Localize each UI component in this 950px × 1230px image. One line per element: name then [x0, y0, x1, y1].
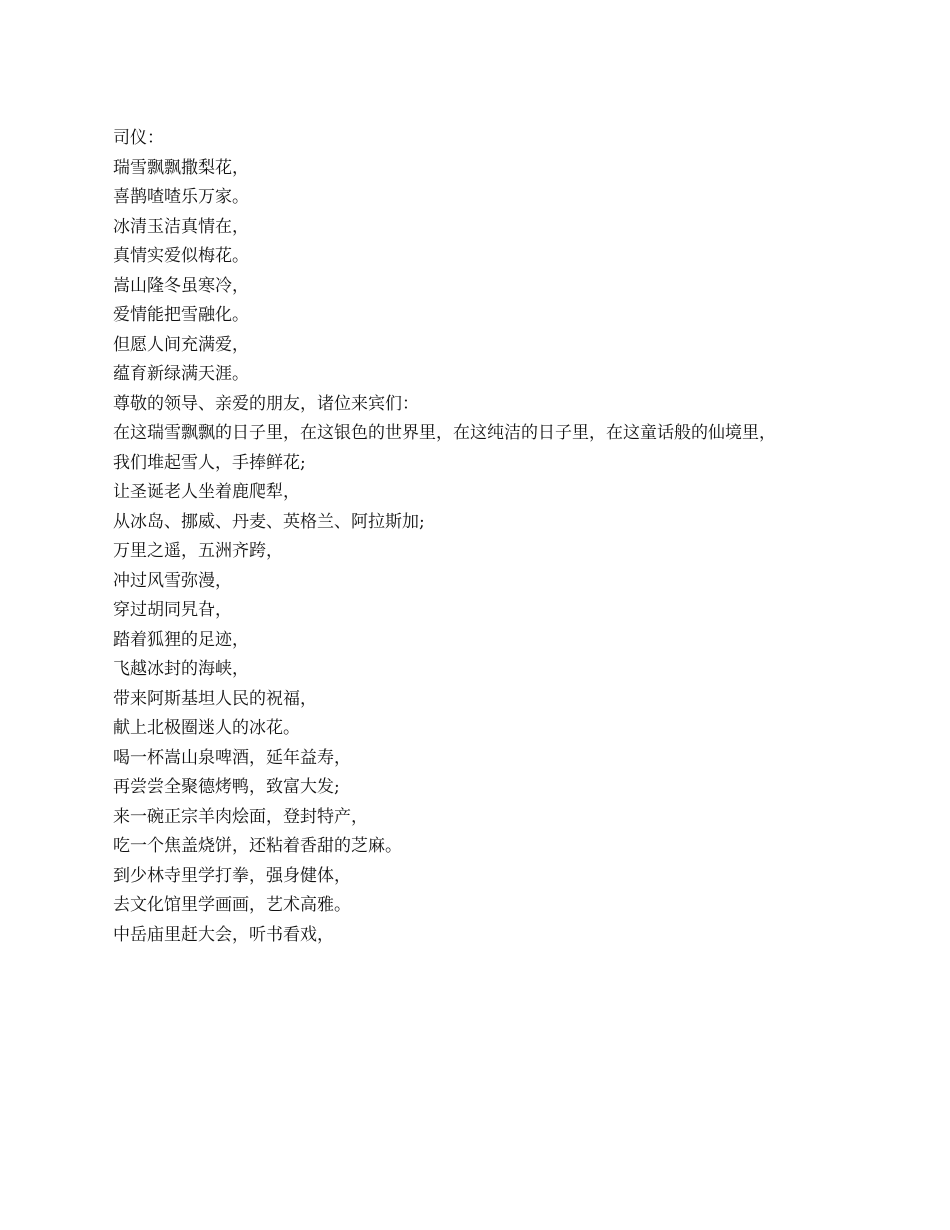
- text-line: 尊敬的领导、亲爱的朋友，诸位来宾们：: [113, 393, 419, 414]
- text-line: 去文化馆里学画画，艺术高雅。: [113, 895, 351, 915]
- text-line: 踏着狐狸的足迹，: [113, 629, 249, 650]
- text-line: 从冰岛、挪威、丹麦、英格兰、阿拉斯加;: [113, 511, 425, 532]
- text-line: 万里之遥，五洲齐跨，: [113, 541, 283, 561]
- text-line: 冰清玉洁真情在，: [113, 216, 249, 237]
- text-line: 喜鹊喳喳乐万家。: [113, 187, 249, 207]
- text-line: 瑞雪飘飘撒梨花，: [113, 157, 249, 178]
- text-line: 飞越冰封的海峡，: [113, 659, 249, 679]
- text-line: 再尝尝全聚德烤鸭，致富大发;: [113, 777, 340, 797]
- text-line: 带来阿斯基坦人民的祝福，: [113, 688, 317, 709]
- text-line: 嵩山隆冬虽寒冷，: [113, 275, 249, 296]
- text-line: 让圣诞老人坐着鹿爬犁，: [113, 482, 300, 502]
- document-body: [113, 124, 893, 950]
- text-line: 我们堆起雪人，手捧鲜花;: [113, 452, 306, 473]
- text-line: 蕴育新绿满天涯。: [113, 364, 249, 384]
- text-line: 献上北极圈迷人的冰花。: [113, 718, 300, 738]
- text-line: 到少林寺里学打拳，强身健体，: [113, 865, 351, 886]
- text-line: 中岳庙里赶大会，听书看戏，: [113, 924, 334, 945]
- text-line: 来一碗正宗羊肉烩面，登封特产，: [113, 806, 368, 827]
- text-line: 真情实爱似梅花。: [113, 246, 249, 266]
- text-line: 司仪：: [113, 128, 164, 148]
- text-line: 吃一个焦盖烧饼，还粘着香甜的芝麻。: [113, 836, 402, 856]
- text-line: 但愿人间充满爱，: [113, 334, 249, 355]
- text-line: 喝一杯嵩山泉啤酒，延年益寿，: [113, 747, 351, 768]
- text-line: 在这瑞雪飘飘的日子里，在这银色的世界里，在这纯洁的日子里，在这童话般的仙境里，: [113, 423, 776, 443]
- text-line: 爱情能把雪融化。: [113, 305, 249, 325]
- text-line: 穿过胡同旯旮，: [113, 600, 232, 620]
- text-line: 冲过风雪弥漫，: [113, 570, 232, 591]
